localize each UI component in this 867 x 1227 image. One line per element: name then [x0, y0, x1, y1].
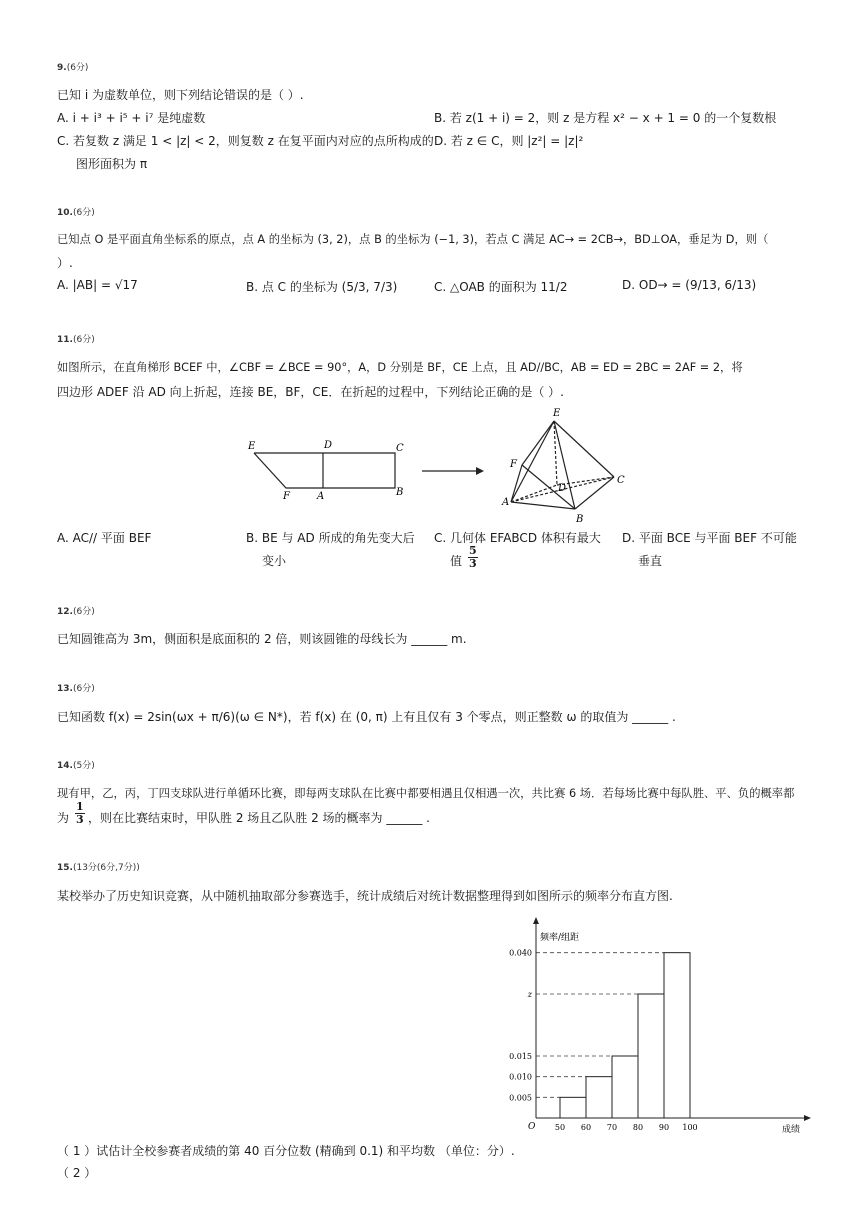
- q9-option-c-line2: 图形面积为 π: [76, 157, 148, 171]
- fold-arrow-head: [476, 467, 484, 475]
- q11-score: (6分): [72, 335, 95, 345]
- x-tick-label: 50: [554, 1123, 566, 1132]
- histogram-bar: [560, 1097, 586, 1118]
- q11-option-c-fraction: [468, 545, 478, 570]
- y-tick-label: 0.010: [509, 1072, 532, 1082]
- y-tick-label: 0.005: [509, 1093, 532, 1103]
- label-d-3d: D: [558, 483, 567, 494]
- label-f-flat: F: [283, 491, 290, 502]
- q9-score: (6分): [66, 63, 89, 73]
- q9-option-b[interactable]: B. 若 z(1 + i) = 2，则 z 是方程 x² − x + 1 = 0 的一个复数根: [434, 111, 777, 125]
- label-c-3d: C: [617, 475, 625, 486]
- q12-score: (6分): [72, 607, 95, 617]
- frequency-histogram: [500, 912, 820, 1140]
- q11-option-b-line2: 变小: [262, 554, 287, 568]
- trapezoid-outline: [254, 453, 395, 488]
- q14-fraction: [75, 801, 85, 826]
- q11-c-frac-den: 3: [469, 557, 477, 570]
- label-a-flat: A: [317, 491, 325, 502]
- folded-solid: [511, 421, 614, 509]
- q14-number: 14.: [57, 761, 73, 771]
- x-tick-label: 80: [632, 1123, 644, 1132]
- label-e-flat: E: [248, 441, 256, 452]
- q10-stem-line2: ）.: [57, 256, 73, 270]
- q15-subquestion-1: （ 1 ）试估计全校参赛者成绩的第 40 百分位数 (精确到 0.1) 和平均数 （单位：分）.: [57, 1144, 515, 1158]
- q14-header: [57, 758, 95, 771]
- label-e-3d: E: [553, 408, 561, 419]
- q15-header: [57, 860, 140, 873]
- q10-header: [57, 205, 95, 218]
- q15-stem: 某校举办了历史知识竞赛，从中随机抽取部分参赛选手，统计成绩后对统计数据整理得到如图所示的频率分布直方图.: [57, 889, 673, 903]
- x-tick-label: 90: [658, 1123, 670, 1132]
- label-c-flat: C: [396, 443, 404, 454]
- q11-stem-line2: 四边形 ADEF 沿 AD 向上折起，连接 BE，BF，CE．在折起的过程中，下列结论正确的是（ ）.: [57, 385, 564, 399]
- q9-header: [57, 60, 88, 73]
- histogram-bar: [586, 1077, 612, 1118]
- q11-stem-line1: 如图所示，在直角梯形 BCEF 中，∠CBF = ∠BCE = 90°，A，D 分别是 BF，CE 上点，且 AD//BC，AB = ED = 2BC = 2AF = 2，将: [57, 361, 743, 374]
- q9-option-d[interactable]: D. 若 z ∈ C，则 |z²| = |z|²: [434, 134, 584, 148]
- q10-option-b[interactable]: B. 点 C 的坐标为 (5/3, 7/3): [246, 280, 398, 294]
- q14-frac-den: 3: [76, 813, 84, 826]
- q14-frac-num: 1: [76, 800, 84, 813]
- q13-number: 13.: [57, 684, 73, 694]
- q15-number: 15.: [57, 863, 73, 873]
- q10-option-c[interactable]: C. △OAB 的面积为 11/2: [434, 280, 568, 294]
- q14-score: (5分): [72, 761, 95, 771]
- label-a-3d: A: [502, 497, 510, 508]
- y-tick-label: 0.040: [509, 948, 532, 958]
- label-d-flat: D: [324, 440, 333, 451]
- q12-stem: 已知圆锥高为 3m，侧面积是底面积的 2 倍，则该圆锥的母线长为 ______ m.: [57, 632, 467, 646]
- label-f-3d: F: [510, 459, 517, 470]
- x-axis-label: 成绩: [782, 1125, 801, 1135]
- q10-score: (6分): [72, 208, 95, 218]
- q13-stem: 已知函数 f(x) = 2sin(ωx + π/6)(ω ∈ N*)，若 f(x) 在 (0, π) 上有且仅有 3 个零点，则正整数 ω 的取值为 ______ .: [57, 710, 676, 724]
- q11-option-b-line1[interactable]: B. BE 与 AD 所成的角先变大后: [246, 531, 415, 545]
- q11-option-c-line1[interactable]: C. 几何体 EFABCD 体积有最大: [434, 531, 601, 545]
- q11-option-d-line1[interactable]: D. 平面 BCE 与平面 BEF 不可能: [622, 531, 797, 545]
- histogram-bar: [612, 1056, 638, 1118]
- q11-c-frac-num: 5: [469, 544, 477, 557]
- y-axis-label: 频率/组距: [540, 933, 580, 943]
- q10-stem-line1: 已知点 O 是平面直角坐标系的原点，点 A 的坐标为 (3, 2)，点 B 的坐标为 (−1, 3)，若点 C 满足 AC→ = 2CB→，BD⊥OA，垂足为 D，则（: [57, 233, 769, 246]
- q11-option-a[interactable]: A. AC// 平面 BEF: [57, 531, 152, 545]
- q10-option-a[interactable]: A. |AB| = √17: [57, 278, 138, 292]
- q11-header: [57, 332, 95, 345]
- x-tick-label: 70: [606, 1123, 618, 1132]
- q11-option-d-line2: 垂直: [638, 554, 663, 568]
- q11-option-c-line2: 值: [450, 554, 463, 568]
- q12-header: [57, 604, 95, 617]
- q10-option-d[interactable]: D. OD→ = (9/13, 6/13): [622, 278, 757, 292]
- q9-option-a[interactable]: A. i + i³ + i⁵ + i⁷ 是纯虚数: [57, 111, 206, 125]
- q10-number: 10.: [57, 208, 73, 218]
- q11-figure: [240, 405, 640, 525]
- q9-number: 9.: [57, 63, 67, 73]
- label-b-flat: B: [396, 487, 404, 498]
- q12-number: 12.: [57, 607, 73, 617]
- q14-stem-line1: 现有甲，乙，丙，丁四支球队进行单循环比赛，即每两支球队在比赛中都要相遇且仅相遇一次，共比赛 6 场．若每场比赛中每队胜、平、负的概率都: [57, 787, 795, 800]
- q13-header: [57, 681, 95, 694]
- q11-number: 11.: [57, 335, 73, 345]
- q13-score: (6分): [72, 684, 95, 694]
- x-tick-label: 60: [580, 1123, 592, 1132]
- q15-score: (13分(6分,7分)): [72, 863, 140, 873]
- label-b-3d: B: [576, 514, 584, 525]
- histogram-bar: [664, 953, 690, 1118]
- q14-stem-line2-a: 为: [57, 811, 70, 825]
- x-tick-label: 100: [682, 1123, 698, 1132]
- q15-subquestion-2: （ 2 ）: [57, 1166, 97, 1180]
- y-tick-label: z: [527, 990, 532, 999]
- origin-label: O: [528, 1122, 536, 1132]
- histogram-bar: [638, 994, 664, 1118]
- q9-stem: 已知 i 为虚数单位，则下列结论错误的是（ ）.: [57, 88, 304, 102]
- q9-option-c-line1[interactable]: C. 若复数 z 满足 1 < |z| < 2，则复数 z 在复平面内对应的点所构成的: [57, 134, 434, 148]
- q14-stem-line2-b: ，则在比赛结束时，甲队胜 2 场且乙队胜 2 场的概率为 ______ .: [88, 811, 430, 825]
- y-tick-label: 0.015: [509, 1052, 532, 1061]
